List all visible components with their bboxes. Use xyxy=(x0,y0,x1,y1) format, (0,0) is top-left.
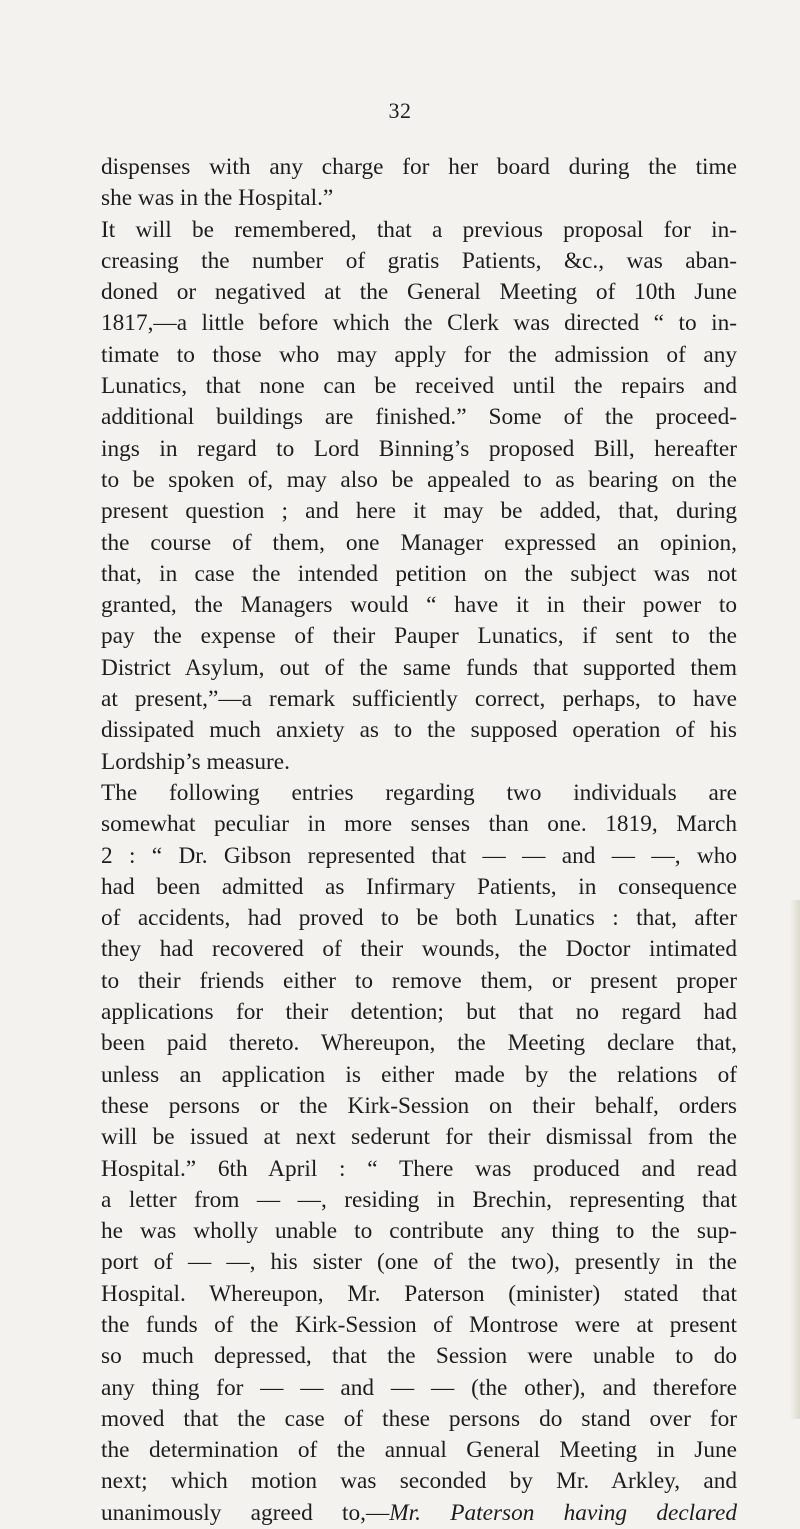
text-line: to their friends either to remove them, or present proper xyxy=(101,967,737,994)
text-line: will be issued at next sederunt for their dismissal from the xyxy=(101,1124,737,1151)
text-line: the course of them, one Manager expressed an opinion, xyxy=(101,529,737,556)
text-line: Hospital. Whereupon, Mr. Paterson (minister) stated that xyxy=(101,1280,737,1307)
text-line: moved that the case of these persons do stand over for xyxy=(101,1405,737,1432)
text-line: applications for their detention; but that no regard had xyxy=(101,999,737,1026)
text-line: doned or negatived at the General Meeting of 10th June xyxy=(101,279,737,306)
text-line: The following entries regarding two individuals are xyxy=(101,779,737,806)
text-line: so much depressed, that the Session were unable to do xyxy=(101,1343,737,1370)
text-line: at present,”—a remark sufficiently correct, perhaps, to have xyxy=(101,686,737,713)
text-line: unless an application is either made by the relations of xyxy=(101,1061,737,1088)
text-line: port of — —, his sister (one of the two), presently in the xyxy=(101,1249,737,1276)
text-line: to be spoken of, may also be appealed to as bearing on the xyxy=(101,466,737,493)
text-line: creasing the number of gratis Patients, &c., was aban- xyxy=(101,247,737,274)
final-line-italic: Mr. Paterson having declared xyxy=(389,1499,737,1526)
text-line: had been admitted as Infirmary Patients, in consequence xyxy=(101,873,737,900)
text-line: present question ; and here it may be added, that, during xyxy=(101,498,737,525)
text-line: Lordship’s measure. xyxy=(101,748,290,775)
body-text xyxy=(101,152,737,1529)
text-line: somewhat peculiar in more senses than one. 1819, March xyxy=(101,811,737,838)
text-line: the determination of the annual General Meeting in June xyxy=(101,1437,737,1464)
text-line: she was in the Hospital.” xyxy=(101,185,334,212)
text-line: these persons or the Kirk-Session on their behalf, orders xyxy=(101,1092,737,1119)
text-line: the funds of the Kirk-Session of Montrose were at present xyxy=(101,1311,737,1338)
text-line: they had recovered of their wounds, the Doctor intimated xyxy=(101,936,737,963)
page-number: 32 xyxy=(388,98,412,123)
page-edge-shadow xyxy=(790,900,800,1419)
text-line: a letter from — —, residing in Brechin, representing that xyxy=(101,1186,737,1213)
text-line: additional buildings are finished.” Some of the proceed- xyxy=(101,404,737,431)
text-line: pay the expense of their Pauper Lunatics, if sent to the xyxy=(101,623,737,650)
text-line: that, in case the intended petition on the subject was not xyxy=(101,560,737,587)
text-line: dispenses with any charge for her board during the time xyxy=(101,154,737,180)
text-line: been paid thereto. Whereupon, the Meeting declare that, xyxy=(101,1030,737,1057)
text-line: of accidents, had proved to be both Lunatics : that, after xyxy=(101,905,737,932)
text-line: Hospital.” 6th April : “ There was produced and read xyxy=(101,1155,737,1182)
text-line: It will be remembered, that a previous proposal for in- xyxy=(101,216,737,243)
text-line: 2 : “ Dr. Gibson represented that — — and — —, who xyxy=(101,842,737,869)
text-line: ings in regard to Lord Binning’s proposed Bill, hereafter xyxy=(101,435,737,462)
text-line: granted, the Managers would “ have it in their power to xyxy=(101,592,737,619)
final-line-roman: unanimously agreed to,— xyxy=(101,1499,390,1526)
text-line: 1817,—a little before which the Clerk was directed “ to in- xyxy=(101,310,737,337)
text-line: District Asylum, out of the same funds that supported them xyxy=(101,654,737,681)
text-line: timate to those who may apply for the admission of any xyxy=(101,341,737,368)
text-line: he was wholly unable to contribute any thing to the sup- xyxy=(101,1218,737,1245)
text-line: next; which motion was seconded by Mr. Arkley, and xyxy=(101,1468,737,1495)
text-line: any thing for — — and — — (the other), and therefore xyxy=(101,1374,737,1401)
final-text-line xyxy=(101,1498,737,1529)
text-line: Lunatics, that none can be received until the repairs and xyxy=(101,373,737,400)
text-line: dissipated much anxiety as to the supposed operation of his xyxy=(101,717,737,744)
